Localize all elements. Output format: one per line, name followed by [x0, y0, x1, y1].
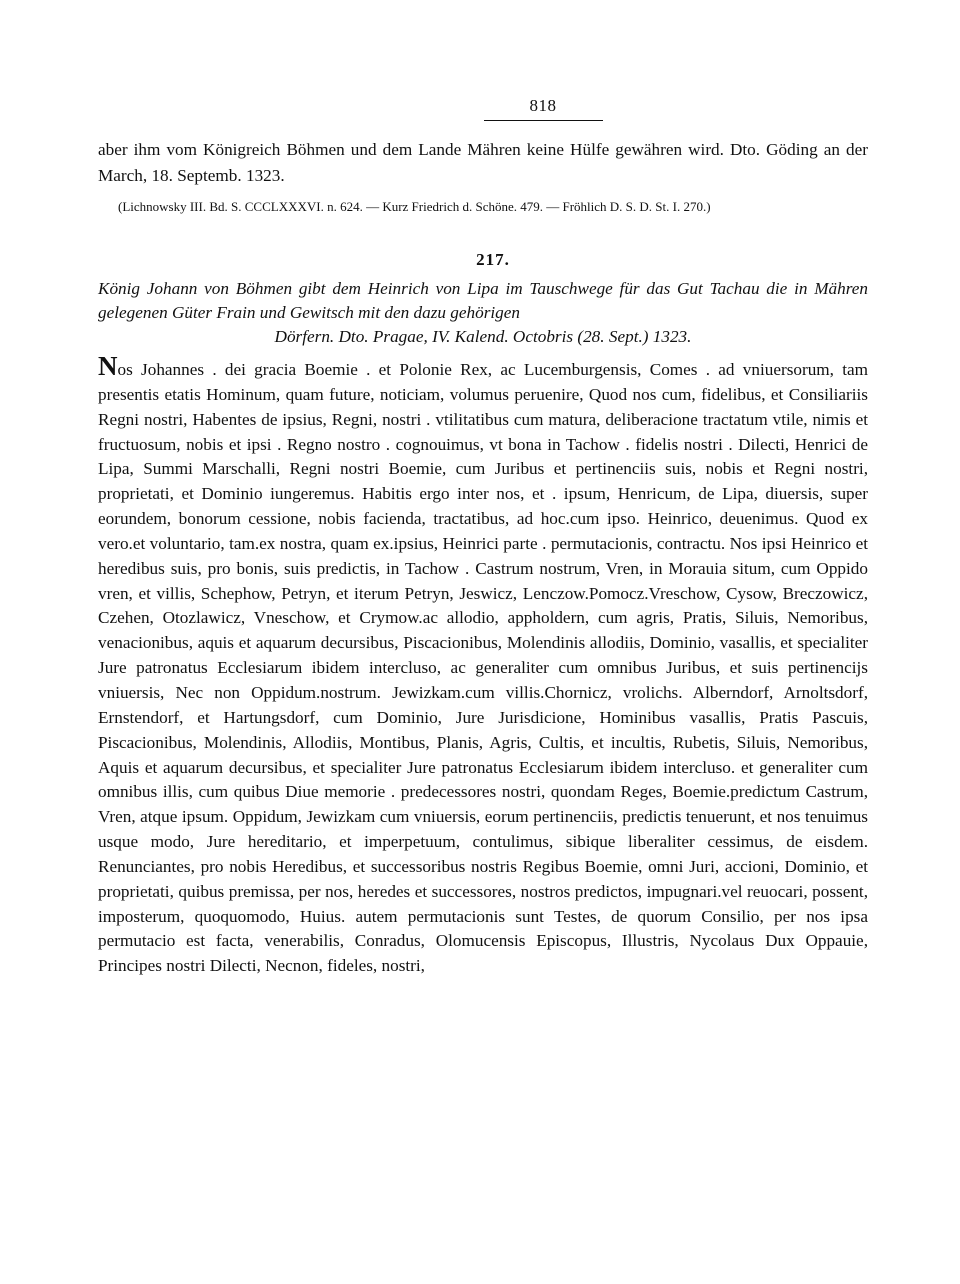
heading-main: König Johann von Böhmen gibt dem Heinrich von Lipa im Tauschwege für das Gut Tachau die in Mähren gelegenen Güter Frain und Gewitsch mit den dazu gehörigen — [98, 279, 868, 322]
document-number: 217. — [476, 250, 510, 269]
continuation-paragraph: aber ihm vom Königreich Böhmen und dem Lande Mähren keine Hülfe gewähren wird. Dto. Göding an der March, 18. Septemb. 1323. — [98, 140, 868, 185]
document-page — [98, 96, 868, 979]
heading-date-line: Dörfern. Dto. Pragae, IV. Kalend. Octobris (28. Sept.) 1323. — [274, 327, 692, 346]
initial-letter: N — [98, 351, 118, 381]
document-heading — [98, 277, 868, 349]
page-number-wrap — [218, 96, 868, 121]
charter-text: os Johannes . dei gracia Boemie . et Polonie Rex, ac Lucemburgensis, Comes . ad vniuersorum, tam presentis etatis Hominum, quam future, noticiam, volumus peruenire, Quod nos cum, fidelibus, et Consiliariis Regni nostri, Habentes de ipsius, Regni, nostri . vtilitatibus cum matura, deliberacione tractatum vtile, nimis et fructuosum, nobis et ipsi . Regno nostro . cognouimus, vt bona in Tachow . fidelis nostri . Dilecti, Henrici de Lipa, Summi Marschalli, Regni nostri Boemie, cum Juribus et pertinenciis suis, nobis et Regni nostri, proprietati, et Dominio iungeremus. Habitis ergo inter nos, et . ipsum, Henricum, de Lipa, diuersis, super eorundem, bonorum cessione, nobis facienda, tractatibus, ad hoc.cum ipso. Heinrico, deuenimus. Quod ex vero.et voluntario, tam.ex nostra, quam ex.ipsius, Heinrici parte . permutacionis, contractu. Nos ipsi Heinrico et heredibus suis, pro bonis, suis predictis, in Tachow . Castrum nostrum, Vren, in Morauia situm, cum Oppido vren, et villis, Schephow, Petryn, et iterum Petryn, Jeswicz, Lenczow.Pomocz.Vreschow, Cysow, Breczowicz, Czehen, Otozlawicz, Vneschow, et Crymow.ac allodio, appholdern, cum agris, Pratis, Siluis, Nemoribus, venacionibus, aquis et aquarum decursibus, Piscacionibus, Molendinis allodiis, Dominio, vasallis, et specialiter Jure patronatus Ecclesiarum ibidem intercluso, ac generaliter cum omnibus Juribus, et suis pertinencijs vniuersis, Nec non Oppidum.nostrum. Jewizkam.cum villis.Chornicz, vrolichs. Alberndorf, Arnoltsdorf, Ernstendorf, et Hartungsdorf, cum Dominio, Jure Jurisdicione, Hominibus vasallis, Pratis Pascuis, Piscacionibus, Molendinis, Allodiis, Montibus, Planis, Agris, Cultis, et incultis, Rubetis, Siluis, Nemoribus, Aquis et aquarum decursibus, et specialiter Jure patronatus Ecclesiarum ibidem intercluso. et generaliter cum omnibus illis, cum quibus Diue memorie . predecessores nostri, quondam Reges, Boemie.predictum Castrum, Vren, atque ipsum. Oppidum, Jewizkam cum vniuersis, eorum pertinenciis, predictis tenuerunt, et nos tenuimus usque modo, Jure hereditario, et imperpetuum, contulimus, sibique liberaliter cessimus, de eisdem. Renunciantes, pro nobis Heredibus, et successoribus nostris Regibus Boemie, omni Juri, accioni, Dominio, et proprietati, quibus premissa, per nos, heredes et successores, nostros predictos, impugnari.vel reuocari, possent, imposterum, quoquomodo, Huius. autem permutacionis sunt Testes, de quorum Consilio, per nos ipsa permutacio est facta, venerabilis, Conradus, Olomucensis Episcopus, Illustris, Nycolaus Dux Oppauie, Principes nostri Dilecti, Necnon, fideles, nostri, — [98, 360, 868, 976]
charter-body — [98, 351, 868, 979]
charter-paragraph — [98, 351, 868, 979]
page-number: 818 — [484, 96, 603, 121]
source-citation: (Lichnowsky III. Bd. S. CCCLXXXVI. n. 624. — Kurz Friedrich d. Schöne. 479. — Fröhlich D. S. D. St. I. 270.) — [118, 199, 711, 214]
